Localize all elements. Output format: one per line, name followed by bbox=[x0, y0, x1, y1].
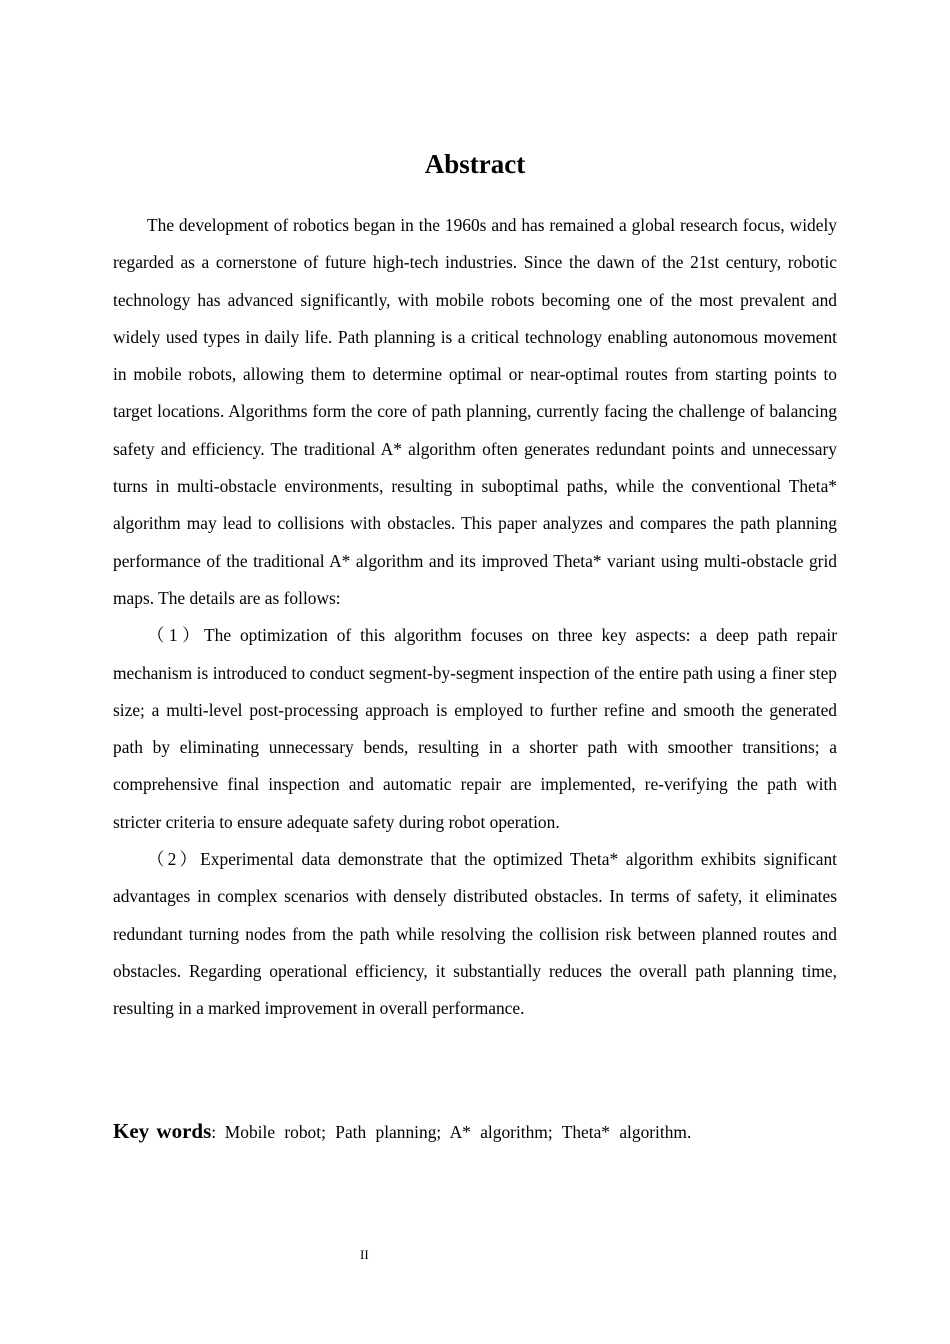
abstract-body bbox=[113, 207, 837, 1028]
keywords-label: Key words bbox=[113, 1119, 212, 1143]
abstract-paragraph-point-1: （1）The optimization of this algorithm focuses on three key aspects: a deep path repair mechanism is introduced to conduct segment-by-segment inspection of the entire path using a finer step size; a multi-level post-processing approach is employed to further refine and smooth the generated path by eliminating unnecessary bends, resulting in a shorter path with smoother transitions; a comprehensive final inspection and automatic repair are implemented, re-verifying the path with stricter criteria to ensure adequate safety during robot operation. bbox=[113, 625, 837, 832]
abstract-paragraph-intro: The development of robotics began in the 1960s and has remained a global research focus, widely regarded as a cornerstone of future high-tech industries. Since the dawn of the 21st century, robotic technology has advanced significantly, with mobile robots becoming one of the most prevalent and widely used types in daily life. Path planning is a critical technology enabling autonomous movement in mobile robots, allowing them to determine optimal or near-optimal routes from starting points to target locations. Algorithms form the core of path planning, currently facing the challenge of balancing safety and efficiency. The traditional A* algorithm often generates redundant points and unnecessary turns in multi-obstacle environments, resulting in suboptimal paths, while the conventional Theta* algorithm may lead to collisions with obstacles. This paper analyzes and compares the path planning performance of the traditional A* algorithm and its improved Theta* variant using multi-obstacle grid maps. The details are as follows: bbox=[113, 215, 837, 608]
document-page bbox=[113, 0, 837, 1344]
abstract-title: Abstract bbox=[424, 149, 526, 179]
page-number: II bbox=[360, 1247, 369, 1262]
abstract-paragraph-point-2: （2）Experimental data demonstrate that the optimized Theta* algorithm exhibits significant advantages in complex scenarios with densely distributed obstacles. In terms of safety, it eliminates redundant turning nodes from the path while resolving the collision risk between planned routes and obstacles. Regarding operational efficiency, it substantially reduces the overall path planning time, resulting in a marked improvement in overall performance. bbox=[113, 849, 837, 1019]
keywords-list: Mobile robot; Path planning; A* algorithm; Theta* algorithm. bbox=[224, 1122, 692, 1142]
keywords-line bbox=[113, 1113, 837, 1150]
keywords-separator: : bbox=[211, 1122, 217, 1142]
